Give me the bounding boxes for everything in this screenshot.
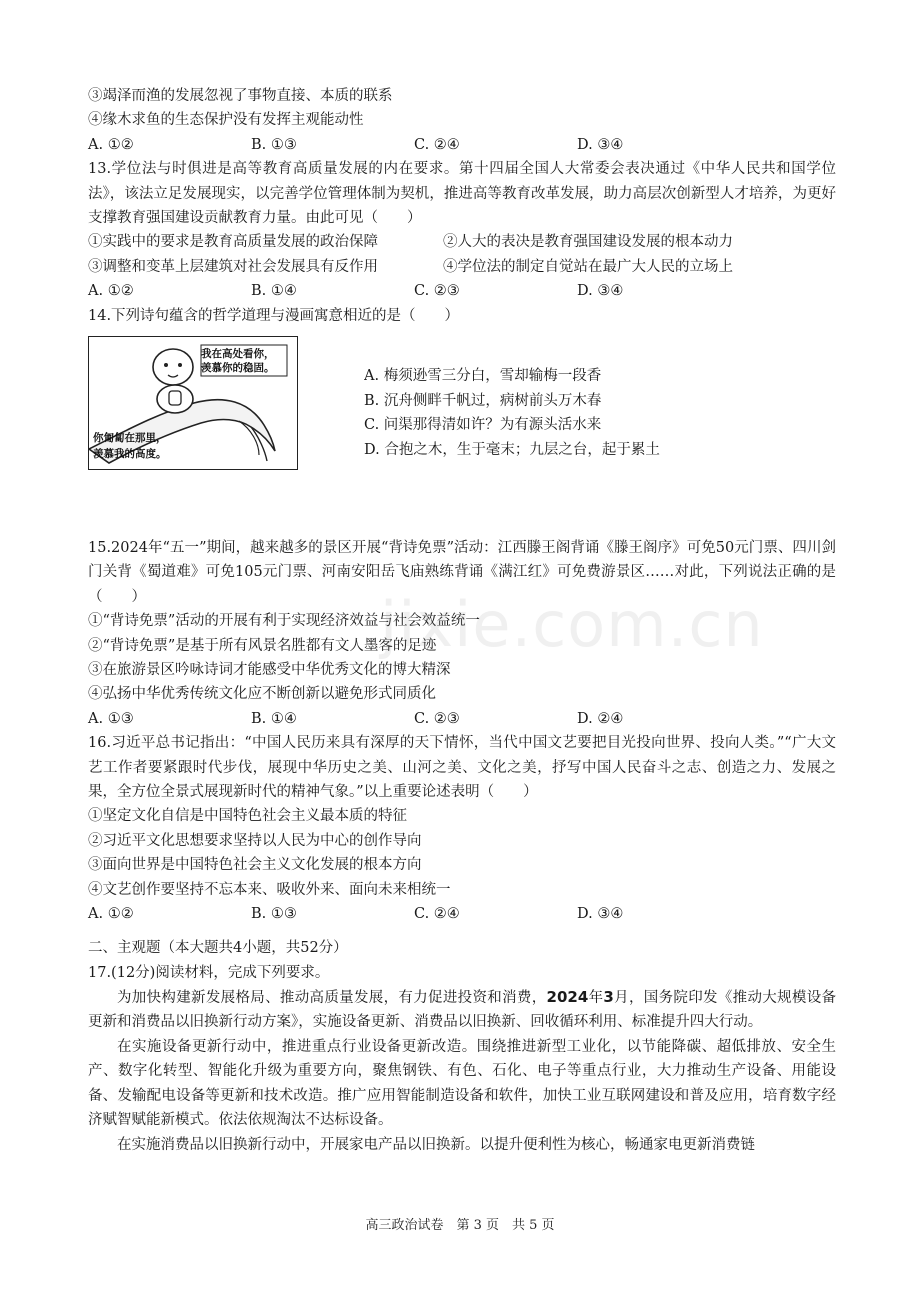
- q15-statement-4: ④弘扬中华优秀传统文化应不断创新以避免形式同质化: [88, 686, 436, 703]
- q15-statement-3: ③在旅游景区吟咏诗词才能感受中华优秀文化的博大精深: [88, 661, 451, 678]
- cartoon-speech-bottom-2: 羡慕我的高度。: [93, 447, 167, 460]
- option-d: D. ③④: [577, 905, 624, 922]
- q12-options: [88, 133, 836, 157]
- cartoon-speech-top-2: 羡慕你的稳固。: [201, 361, 275, 374]
- page-footer: 高三政治试卷 第 3 页 共 5 页: [365, 1218, 555, 1233]
- cartoon-speech-top-1: 我在高处看你，: [201, 347, 275, 360]
- q13-statement-3: ③调整和变革上层建筑对社会发展具有反作用: [88, 258, 378, 275]
- q13-options: [88, 279, 836, 303]
- q16-stem: 16.习近平总书记指出：“中国人民历来具有深厚的天下情怀，当代中国文艺要把目光投向世界、投向人类。”“广大文艺工作者要紧跟时代步伐，展现中华历史之美、山河之美、文化之美，抒写中国人民奋斗之志、创造之力、发展之果，全方位全景式展现新时代的精神气象。”以上重要论述表明（ ）: [88, 735, 836, 800]
- q13-statement-1: ①实践中的要求是教育高质量发展的政治保障: [88, 234, 378, 251]
- option-b: B. ①③: [251, 136, 297, 153]
- q12-statement-4: ④缘木求鱼的生态保护没有发挥主观能动性: [88, 112, 364, 129]
- q15-options: [88, 707, 836, 731]
- q13-statements-row1: [88, 230, 836, 254]
- option-a: A. ①②: [88, 136, 134, 153]
- option-c: C. ②③: [414, 283, 460, 300]
- q16-statement-2: ②习近平文化思想要求坚持以人民为中心的创作导向: [88, 832, 422, 849]
- option-b: B. ①④: [251, 283, 297, 300]
- q14-block: [88, 336, 836, 536]
- q17-paragraph-3: 在实施消费品以旧换新行动中，开展家电产品以旧换新。以提升便利性为核心，畅通家电更新消费链: [117, 1136, 755, 1153]
- option-b: B. ①③: [251, 905, 297, 922]
- option-d: D. 合抱之木，生于毫末；九层之台，起于累土: [364, 441, 660, 458]
- q17-p1-post: 月，国务院印发《推动大规模设备更新和消费品以旧换新行动方案》，实施设备更新、消费品以旧换新、回收循环利用、标准提升四大行动。: [88, 990, 837, 1031]
- q12-statement-3: ③竭泽而渔的发展忽视了事物直接、本质的联系: [88, 88, 393, 104]
- cartoon-illustration: [89, 337, 297, 469]
- q16-options: [88, 902, 836, 926]
- option-d: D. ③④: [577, 283, 624, 300]
- option-a: A. ①②: [88, 905, 134, 922]
- section-heading: 二、主观题（本大题共4小题，共52分）: [88, 940, 348, 957]
- q16-statement-4: ④文艺创作要坚持不忘本来、吸收外来、面向未来相统一: [88, 881, 451, 898]
- q15-statement-1: ①“背诗免票”活动的开展有利于实现经济效益与社会效益统一: [88, 613, 480, 630]
- q14-cartoon: [88, 336, 298, 470]
- q13-statements-row2: [88, 255, 836, 279]
- q17-p1-year: 2024: [546, 988, 589, 1007]
- q13-statement-4: ④学位法的制定自觉站在最广大人民的立场上: [443, 258, 733, 275]
- q17-paragraph-1: [88, 985, 836, 1035]
- option-a: A. 梅须逊雪三分白，雪却输梅一段香: [364, 367, 602, 384]
- option-a: A. ①②: [88, 283, 134, 300]
- q17-p1-year-unit: 年: [588, 990, 604, 1007]
- option-d: D. ③④: [577, 136, 624, 153]
- option-b: B. 沉舟侧畔千帆过，病树前头万木春: [364, 392, 602, 409]
- q17-paragraph-2: 在实施设备更新行动中，推进重点行业设备更新改造。围绕推进新型工业化，以节能降碳、超低排放、安全生产、数字化转型、智能化升级为重要方向，聚焦钢铁、有色、石化、电子等重点行业，大力推动生产设备、用能设备、发输配电设备等更新和技术改造。推广应用智能制造设备和软件，加快工业互联网建设和普及应用，培育数字经济赋智赋能新模式。依法依规淘汰不达标设备。: [88, 1038, 836, 1129]
- q14-stem: 14.下列诗句蕴含的哲学道理与漫画寓意相近的是（ ）: [88, 307, 460, 324]
- q16-statement-3: ③面向世界是中国特色社会主义文化发展的根本方向: [88, 857, 422, 874]
- cartoon-speech-bottom-1: 你匍匐在那里，: [93, 431, 167, 444]
- q16-statement-1: ①坚定文化自信是中国特色社会主义最本质的特征: [88, 808, 407, 825]
- option-b: B. ①④: [251, 710, 297, 727]
- q13-stem: 13.学位法与时俱进是高等教育高质量发展的内在要求。第十四届全国人大常委会表决通过《中华人民共和国学位法》，该法立足发展现实，以完善学位管理体制为契机，推进高等教育改革发展，助力高层次创新型人才培养，为更好支撑教育强国建设贡献教育力量。由此可见（ ）: [88, 161, 836, 226]
- option-d: D. ②④: [577, 710, 624, 727]
- q13-statement-2: ②人大的表决是教育强国建设发展的根本动力: [443, 234, 733, 251]
- q17-p1-pre: 为加快构建新发展格局、推动高质量发展，有力促进投资和消费，: [117, 990, 547, 1007]
- q15-statement-2: ②“背诗免票”是基于所有风景名胜都有文人墨客的足迹: [88, 637, 437, 654]
- q17-p1-month: 3: [603, 988, 614, 1007]
- q14-options: [364, 364, 660, 462]
- q17-title: 17.(12分)阅读材料，完成下列要求。: [88, 964, 330, 981]
- option-c: C. ②③: [414, 710, 460, 727]
- option-a: A. ①③: [88, 710, 134, 727]
- watermark: jixie.com.cn: [380, 588, 764, 661]
- option-c: C. 问渠那得清如许？为有源头活水来: [364, 417, 602, 434]
- q15-stem: 15.2024年“五一”期间，越来越多的景区开展“背诗免票”活动：江西滕王阁背诵《滕王阁序》可免50元门票、四川剑门关背《蜀道难》可免105元门票、河南安阳岳飞庙熟练背诵《满江红》可免费游景区……对此，下列说法正确的是（ ）: [88, 539, 836, 605]
- option-c: C. ②④: [414, 136, 460, 153]
- option-c: C. ②④: [414, 905, 460, 922]
